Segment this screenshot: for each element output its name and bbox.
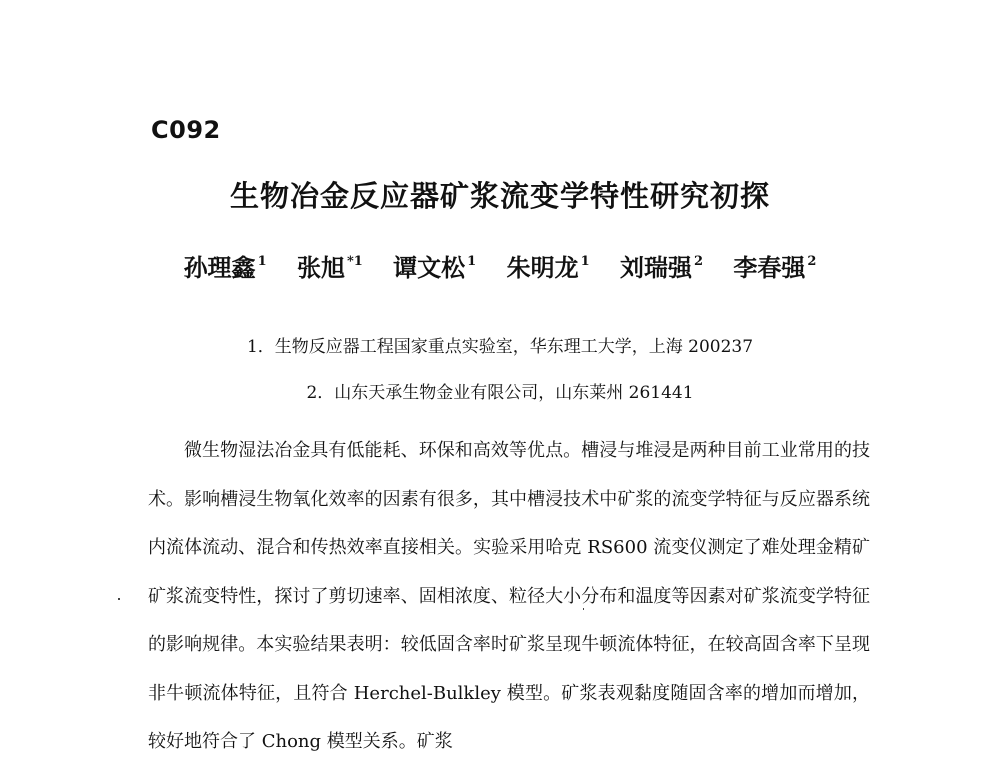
author-name: 朱明龙 xyxy=(506,253,579,282)
author-mark: 1 xyxy=(580,254,590,269)
paper-code: C092 xyxy=(151,116,221,144)
author-mark: 1 xyxy=(257,254,267,269)
author xyxy=(620,253,703,282)
author xyxy=(184,253,267,282)
author-name: 孙理鑫 xyxy=(183,253,256,282)
paper-title: 生物冶金反应器矿浆流变学特性研究初探 xyxy=(229,179,770,213)
affiliation-2: 2．山东天承生物金业有限公司，山东莱州 261441 xyxy=(306,383,694,403)
author-name: 刘瑞强 xyxy=(619,253,692,282)
author xyxy=(507,253,590,282)
author-mark: 2 xyxy=(693,254,704,269)
author xyxy=(393,253,476,282)
author-mark: 2 xyxy=(807,254,817,269)
author xyxy=(297,253,363,282)
author-list xyxy=(0,248,1000,283)
affiliation-1: 1．生物反应器工程国家重点实验室，华东理工大学，上海 200237 xyxy=(246,337,754,357)
author xyxy=(733,253,816,282)
author-mark: *1 xyxy=(346,254,363,269)
scan-speck xyxy=(118,598,120,600)
author-name: 李春强 xyxy=(733,253,806,282)
scan-speck xyxy=(583,608,584,610)
author-name: 张旭 xyxy=(296,253,345,282)
abstract-paragraph: 微生物湿法冶金具有低能耗、环保和高效等优点。槽浸与堆浸是两种目前工业常用的技术。影响槽浸生物氧化效率的因素有很多，其中槽浸技术中矿浆的流变学特征与反应器系统内流体流动、混合和传热效率直接相关。实验采用哈克 RS600 流变仪测定了难处理金精矿矿浆流变特性，探讨了剪切速率、固相浓度、粒径大小分布和温度等因素对矿浆流变学特征的影响规律。本实验结果表明：较低固含率时矿浆呈现牛顿流体特征，在较高固含率下呈现非牛顿流体特征，且符合 Herchel-Bulkley 模型。矿浆表观黏度随固含率的增加而增加，较好地符合了 Chong 模型关系。矿浆 xyxy=(148,440,870,752)
author-mark: 1 xyxy=(467,254,477,269)
author-name: 谭文松 xyxy=(393,253,466,282)
